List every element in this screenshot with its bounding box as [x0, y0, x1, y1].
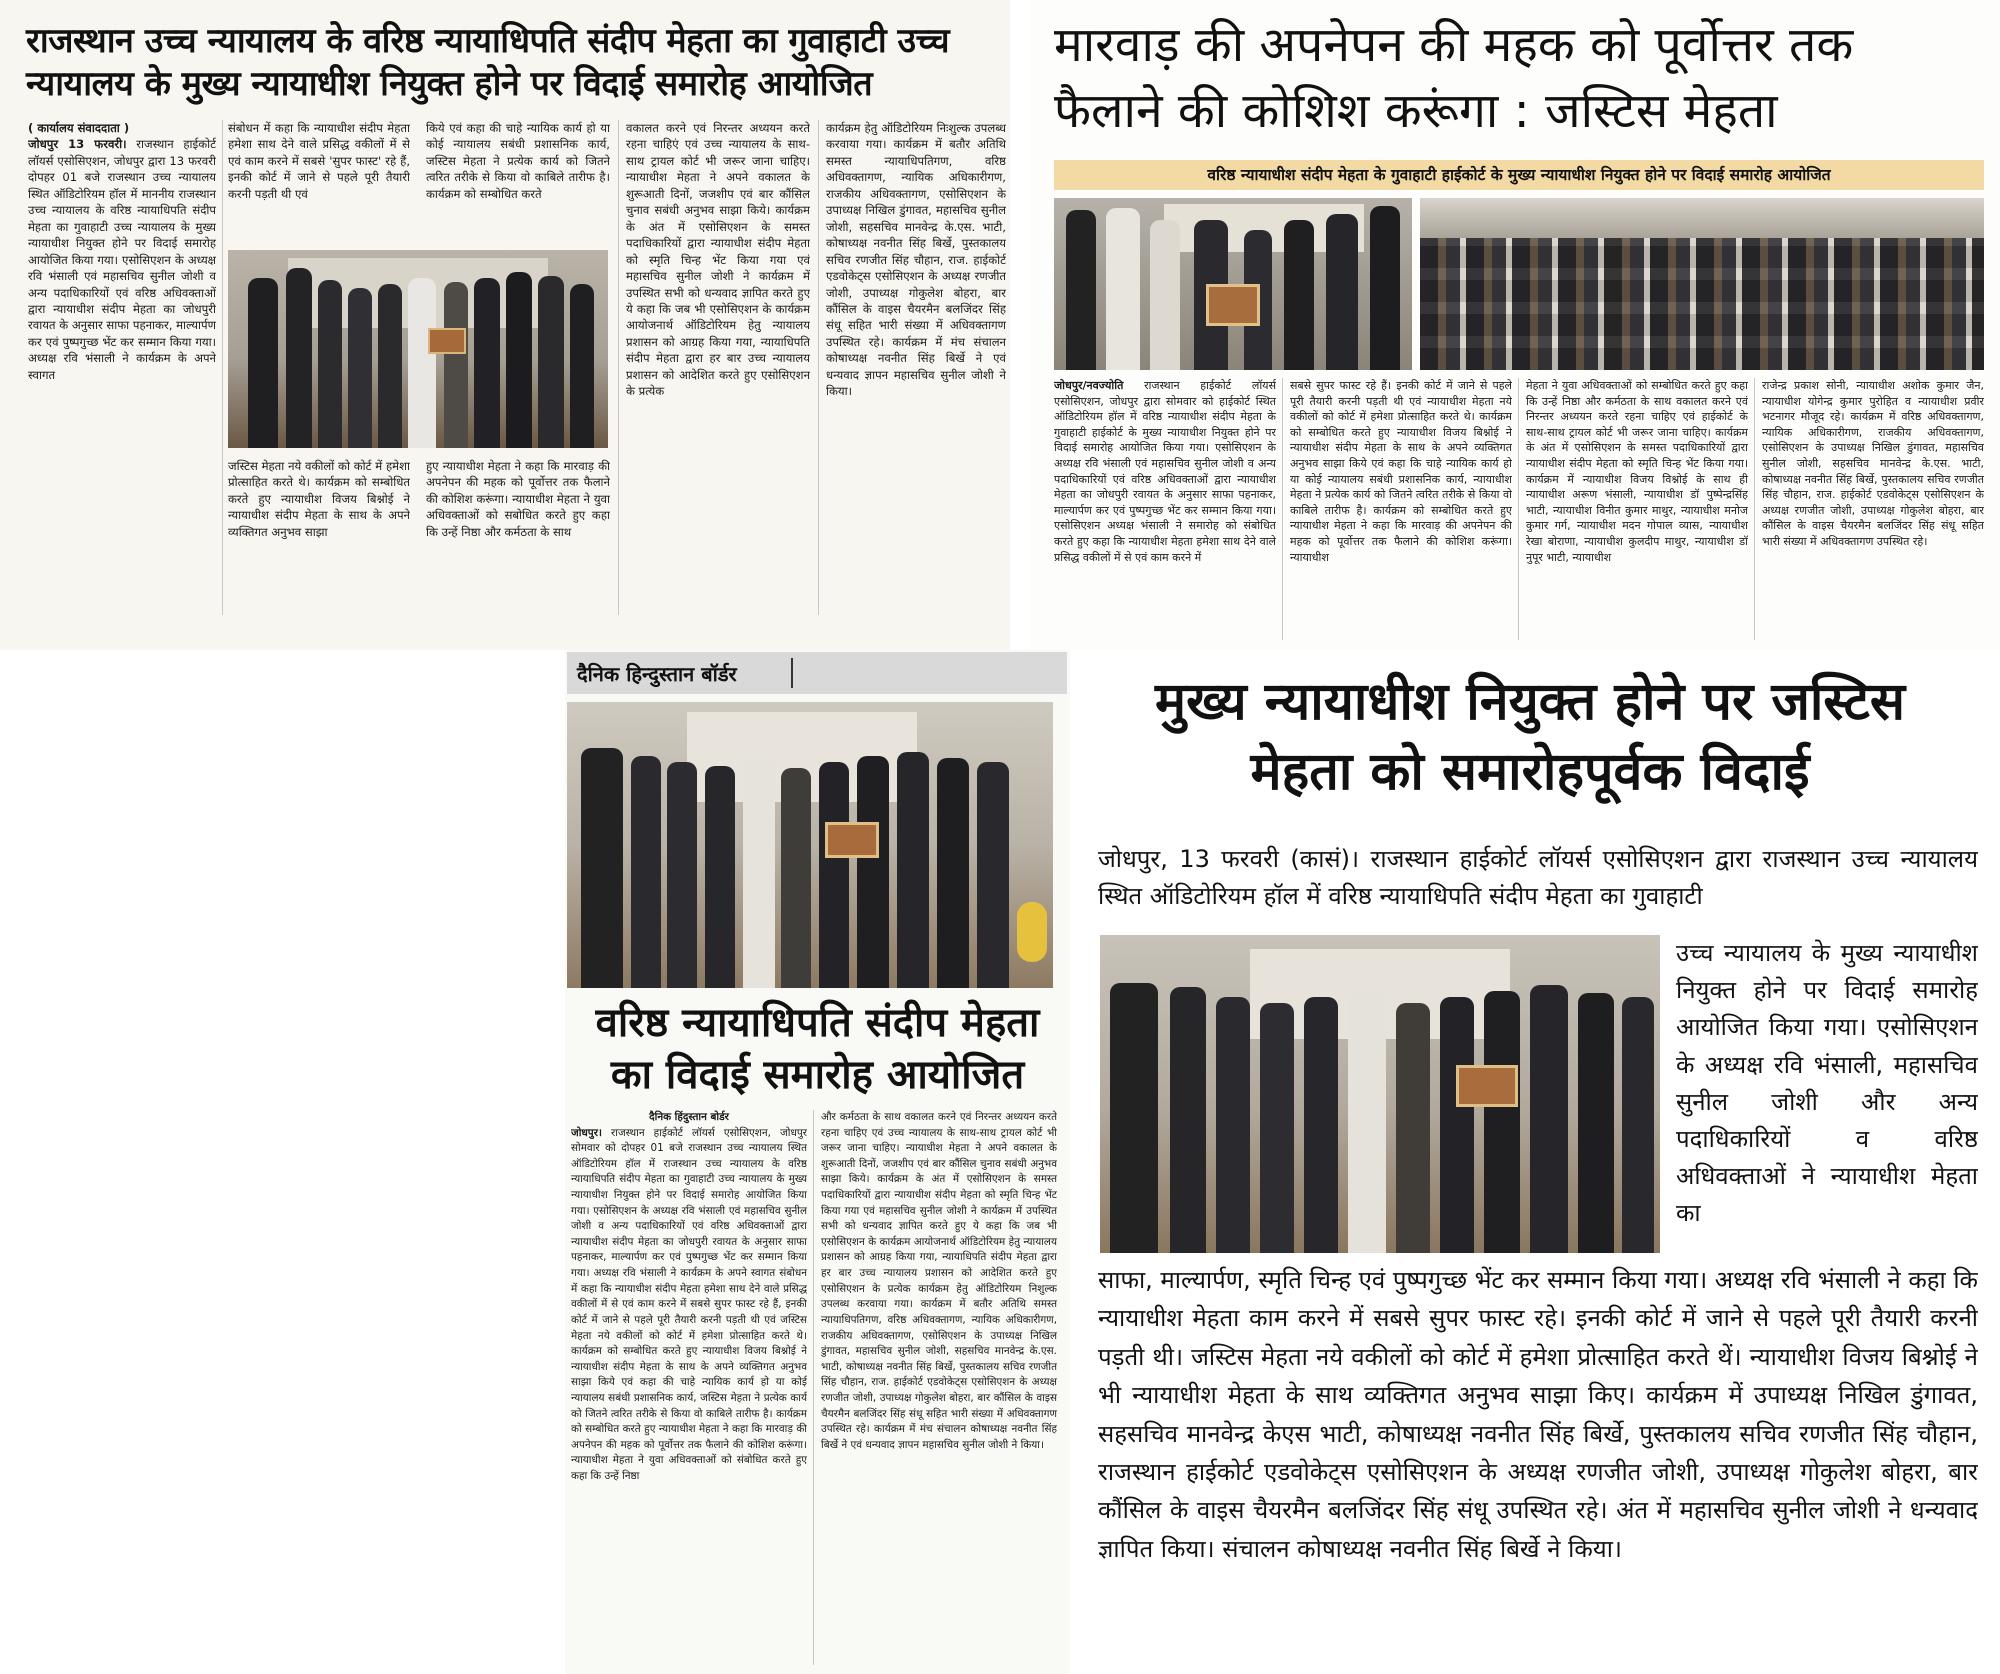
- clip1-col1-text: राजस्थान हाईकोर्ट लॉयर्स एसोसिएशन, जोधपुर द्वारा 13 फरवरी दोपहर 01 बजे राजस्थान उच्च न्यायालय स्थित ऑडिटोरियम हॉल में माननीय राजस्थान उच्च न्यायालय के वरिष्ठ न्यायाधिपति संदीप मेहता का गुवाहाटी उच्च न्यायालय के मुख्य न्यायाधीश नियुक्त होने पर विदाई समारोह आयोजित किया गया। एसोसिएशन के अध्यक्ष रवि भंसाली एवं महासचिव सुनील जोशी व अन्य पदाधिकारियों एवं वरिष्ठ अधिवक्ताओं द्वारा न्यायाधीश संदीप मेहता का जोधपुरी रवायत के अनुसार साफा पहनाकर, माल्यार्पण कर एवं पुष्पगुच्छ भेंट कर सम्मान किया गया। अध्यक्ष रवि भंसाली ने कार्यक्रम के अपने स्वागत: [28, 137, 216, 382]
- clip3-column-1: [571, 1110, 807, 1665]
- clip2-column-1: [1054, 378, 1276, 640]
- clip3-divider: [813, 1110, 814, 1665]
- news-clipping-3: [565, 650, 1070, 1674]
- clip3-credit: दैनिक हिंदुस्तान बोर्डर: [649, 1111, 729, 1123]
- clip1-divider: [222, 120, 223, 615]
- clip1-column-5: कार्यक्रम हेतु ऑडिटोरियम निःशुल्क उपलब्ध करवाया गया। कार्यक्रम में बतौर अतिथि समस्त न्यायाधिपतिगण, वरिष्ठ अधिवक्तागण, न्यायिक अधिकारीगण, राजकीय अधिवक्तागण, एसोसिएशन के उपाध्यक्ष निखिल डुंगावत, महासचिव सुनील जोशी, सहसचिव मानवेन्द्र के.एस. भाटी, कोषाध्यक्ष नवनीत सिंह बिर्खे, पुस्तकालय सचिव रणजीत सिंह चौहान, राज. हाईकोर्ट एडवोकेट्स एसोसिएशन के अध्यक्ष रणजीत जोशी, उपाध्यक्ष गोकुलेश बोहरा, बार कौंसिल के वाइस चैयरमैन बलजिंदर सिंह संधू सहित भारी संख्या में अधिवक्तागण उपस्थित रहे। कार्यक्रम में मंच संचालन कोषाध्यक्ष नवनीत सिंह बिर्खे ने एवं धन्यवाद ज्ञापन महासचिव सुनील जोशी ने किया।: [826, 121, 1006, 399]
- clip2-col1-text: राजस्थान हाईकोर्ट लॉयर्स एसोसिएशन, जोधपुर द्वारा सोमवार को हाईकोर्ट स्थित ऑडिटोरियम हॉल में वरिष्ठ न्यायाधीश संदीप मेहता के गुवाहाटी हाईकोर्ट के मुख्य न्यायाधीश नियुक्त होने पर विदाई समारोह आयोजित किया गया। एसोसिएशन के अध्यक्ष रवि भंसाली एवं महासचिव सुनील जोशी व अन्य पदाधिकारियों एवं वरिष्ठ अधिवक्ताओं द्वारा न्यायाधीश मेहता का जोधपुरी रवायत के अनुसार साफा पहनाकर, माल्यार्पण कर एवं पुष्पगुच्छ भेंट कर सम्मान किया गया। एसोसिएशन अध्यक्ष भंसाली ने समारोह को संबोधित करते हुए कहा कि न्यायाधीश मेहता हमेशा साथ देने वाले प्रसिद्ध वकीलों में से एवं काम करने में: [1054, 379, 1276, 564]
- news-clipping-2: [1030, 0, 2000, 650]
- clip1-column-2-top: संबोधन में कहा कि न्यायाधीश संदीप मेहता हमेशा साथ देने वाले प्रसिद्ध वकीलों में से एवं काम करने में सबसे 'सुपर फास्ट' रहे हैं, इनकी कोर्ट में जाने से पहले पूरी तैयारी करनी पड़ती थी एवं: [228, 121, 410, 201]
- clip1-headline: [26, 22, 1006, 104]
- clip4-headline: [1080, 673, 1980, 803]
- clip1-divider: [818, 120, 819, 615]
- news-clipping-1: [0, 0, 1010, 650]
- clip4-headline-line2: मेहता को समारोहपूर्वक विदाई: [1250, 741, 1810, 802]
- clip2-column-2: सबसे सुपर फास्ट रहे हैं। इनकी कोर्ट में जाने से पहले पूरी तैयारी करनी पड़ती थी एवं न्यायाधीश मेहता नये वकीलों को कोर्ट में हमेशा प्रोत्साहित करते थे। कार्यक्रम को सम्बोधित करते हुए न्यायाधीश विजय बिश्नोई ने न्यायाधीश संदीप मेहता के साथ के अपने व्यक्तिगत अनुभव साझा किये एवं कहा कि चाहे न्यायिक कार्य हो या कोई न्यायालय सबंधी प्रशासनिक कार्य, न्यायाधीश मेहता ने प्रत्येक कार्य को जितने त्वरित तरीके से किया वो काबिले तारीफ है। कार्यक्रम को सम्बोधित करते हुए न्यायाधीश मेहता ने कहा कि मारवाड़ की अपनेपन की महक को पूर्वोत्तर तक फैलाने की कोशिश करूंगा। न्यायाधीश: [1290, 379, 1512, 564]
- clip2-column-3: मेहता ने युवा अधिवक्ताओं को सम्बोधित करते हुए कहा कि उन्हें निष्ठा और कर्मठता के साथ वकालत करने एवं निरन्तर अध्ययन करते रहना चाहिए एवं हाईकोर्ट के साथ-साथ ट्रायल कोर्ट भी जरूर जाना चाहिए। कार्यक्रम के अंत में एसोसिएशन के समस्त पदाधिकारियों द्वारा न्यायाधीश संदीप मेहता को स्मृति चिन्ह भेंट किया गया। कार्यक्रम में न्यायाधीश विजय विश्नोई के साथ ही न्यायाधीश अरूण भंसाली, न्यायाधीश डॉ पुष्पेन्द्रसिंह भाटी, न्यायाधीश विनीत कुमार माथुर, न्यायाधीश मनोज कुमार गर्ग, न्यायाधीश मदन गोपाल व्यास, न्यायाधीश रेखा बोराणा, न्यायाधीश कुलदीप माथुर, न्यायाधीश डॉ नुपूर भाटी, न्यायाधीश: [1526, 379, 1748, 564]
- clip2-headline-line2: फैलाने की कोशिश करूंगा : जस्टिस मेहता: [1054, 83, 1778, 139]
- clip3-photo: [567, 702, 1053, 988]
- clip2-photo-audience: [1420, 198, 1984, 370]
- clip4-headline-line1: मुख्य न्यायाधीश नियुक्त होने पर जस्टिस: [1155, 672, 1905, 732]
- clip2-divider: [1754, 378, 1755, 640]
- clip2-dateline: जोधपुर/नवज्योति: [1054, 379, 1124, 392]
- clip1-byline: ( कार्यालय संवाददाता ): [28, 121, 130, 135]
- clip1-column-1: [28, 120, 216, 615]
- clip3-masthead: [567, 652, 1067, 694]
- clip1-column-3-top: किये एवं कहा की चाहे न्यायिक कार्य हो या कोई न्यायालय सबंधी प्रशासनिक कार्य, जस्टिस मेहता ने प्रत्येक कार्य को जितने त्वरित तरीके से किया वो काबिले तारीफ है। कार्यक्रम को सम्बोधित करते: [426, 121, 610, 201]
- clip2-photo-stage: [1054, 198, 1412, 370]
- clip1-headline-line1: राजस्थान उच्च न्यायालय के वरिष्ठ न्यायाधिपति संदीप मेहता का गुवाहाटी उच्च: [26, 21, 950, 61]
- news-clipping-4: [1080, 655, 2000, 1674]
- clip1-column-2-bottom: जस्टिस मेहता नये वकीलों को कोर्ट में हमेशा प्रोत्साहित करते थे। कार्यक्रम को सम्बोधित करते हुए न्यायाधीश विजय बिश्नोई ने न्यायाधीश संदीप मेहता के साथ के अपने व्यक्तिगत अनुभव साझा: [228, 459, 410, 539]
- clip4-photo: [1100, 935, 1660, 1253]
- clip4-side-text: उच्च न्यायालय के मुख्य न्यायाधीश नियुक्त होने पर विदाई समारोह आयोजित किया गया। एसोसिएशन के अध्यक्ष रवि भंसाली, महासचिव सुनील जोशी और अन्य पदाधिकारियों व वरिष्ठ अधिवक्ताओं ने न्यायाधीश मेहता का: [1676, 939, 1978, 1228]
- clip2-column-4: राजेन्द्र प्रकाश सोनी, न्यायाधीश अशोक कुमार जैन, न्यायाधीश योगेन्द्र कुमार पुरोहित व न्यायाधीश प्रवीर भटनागर मौजूद रहे। कार्यक्रम में वरिष्ठ अधिवक्तागण, न्यायिक अधिकारीगण, राजकीय अधिवक्तागण, एसोसिएशन के उपाध्यक्ष निखिल डुंगावत, महासचिव सुनील जोशी, सहसचिव मानवेन्द्र के.एस. भाटी, कोषाध्यक्ष नवनीत सिंह बिर्खे, पुस्तकालय सचिव रणजीत सिंह चौहान, राज. हाईकोर्ट एडवोकेट्स एसोसिएशन के अध्यक्ष रणजीत जोशी, उपाध्यक्ष गोकुलेश बोहरा, बार कौंसिल के वाइस चैयरमैन बलजिंदर सिंह संधू सहित भारी संख्या में अधिवक्तागण उपस्थित रहे।: [1762, 379, 1984, 549]
- clip2-headline-line1: मारवाड़ की अपनेपन की महक को पूर्वोत्तर तक: [1054, 17, 1854, 73]
- clip1-dateline: जोधपुर 13 फरवरी।: [28, 137, 127, 152]
- clip3-headline: [565, 1000, 1070, 1098]
- clip3-headline-line2: का विदाई समारोह आयोजित: [610, 1052, 1025, 1098]
- clip3-column-2: और कर्मठता के साथ वकालत करने एवं निरन्तर अध्ययन करते रहना चाहिए एवं उच्च न्यायालय के साथ-साथ ट्रायल कोर्ट भी जरूर जाना चाहिए। न्यायाधीश मेहता ने अपने वकालत के शुरूआती दिनों, जजशीप एवं बार कौंसिल चुनाव सबंधी अनुभव साझा किये। कार्यक्रम के अंत में एसोसिएशन के समस्त पदाधिकारियों द्वारा न्यायाधीश संदीप मेहता को स्मृति चिन्ह भेंट किया गया एवं महासचिव सुनील जोशी ने कार्यक्रम में उपस्थित सभी को धन्यवाद ज्ञापित करते हुए ये कहा कि जब भी एसोसिएशन के कार्यक्रम आयोजनार्थ ऑडिटोरियम हेतु न्यायालय प्रशासन को आग्रह किया गया, न्यायाधिपति संदीप मेहता द्वारा हर बार उच्च न्यायालय प्रशासन को आदेशित करते हुए एसोसिएशन के प्रत्येक कार्यक्रम हेतु ऑडिटोरियम निशुल्क उपलब्ध करवाया गया। कार्यक्रम में बतौर अतिथि समस्त न्यायाधिपतिगण, वरिष्ठ अधिवक्तागण, न्यायिक अधिकारीगण, राजकीय अधिवक्तागण, एसोसिएशन के उपाध्यक्ष निखिल डुंगावत, महासचिव सुनील जोशी, सहसचिव मानवेन्द्र के.एस. भाटी, कोषाध्यक्ष नवनीत सिंह बिर्खे, पुस्तकालय सचिव रणजीत सिंह चौहान, राज. हाईकोर्ट एडवोकेट्स एसोसिएशन के अध्यक्ष रणजीत जोशी, उपाध्यक्ष गोकुलेश बोहरा, बार कौंसिल के वाइस चैयरमैन बलजिंदर सिंह संधू सहित भारी संख्या में अधिवक्तागण उपस्थित रहे। कार्यक्रम में मंच संचालन कोषाध्यक्ष नवनीत सिंह बिर्खे ने एवं धन्यवाद ज्ञापन महासचिव सुनील जोशी ने किया।: [821, 1111, 1057, 1451]
- clip2-divider: [1518, 378, 1519, 640]
- clip1-divider: [618, 120, 619, 615]
- clip4-bottom-text: साफा, माल्यार्पण, स्मृति चिन्ह एवं पुष्पगुच्छ भेंट कर सम्मान किया गया। अध्यक्ष रवि भंसाली ने कहा कि न्यायाधीश मेहता काम करने में सबसे सुपर फास्ट रहे। इनकी कोर्ट में जाने से पहले पूरी तैयारी करनी पड़ती थी। जस्टिस मेहता नये वकीलों को कोर्ट में हमेशा प्रोत्साहित करते थें। न्यायाधीश विजय बिश्नोई ने भी न्यायाधीश मेहता के साथ व्यक्तिगत अनुभव साझा किए। कार्यक्रम में उपाध्यक्ष निखिल डुंगावत, सहसचिव मानवेन्द्र केएस भाटी, कोषाध्यक्ष नवनीत सिंह बिर्खे, पुस्तकालय सचिव रणजीत सिंह चौहान, राजस्थान हाईकोर्ट एडवोकेट्स एसोसिएशन के अध्यक्ष रणजीत जोशी, उपाध्यक्ष गोकुलेश बोहरा, बार कौंसिल के वाइस चैयरमैन बलजिंदर सिंह संधू उपस्थित रहे। अंत में महासचिव सुनील जोशी ने धन्यवाद ज्ञापित किया। संचालन कोषाध्यक्ष नवनीत सिंह बिर्खे ने किया।: [1098, 1266, 1978, 1563]
- clip1-column-4: वकालत करने एवं निरन्तर अध्ययन करते रहना चाहिएं एवं उच्च न्यायालय के साथ-साथ ट्रायल कोर्ट भी जरूर जाना चाहिए। न्यायाधीश मेहता ने अपने वकालत के शुरूआती दिनों, जजशीप एवं बार कौंसिल चुनाव सबंधी अनुभव साझा किये। कार्यक्रम के अंत में एसोसिएशन के समस्त पदाधिकारियों द्वारा न्यायाधीश संदीप मेहता को स्मृति चिन्ह भेंट किया गया एवं महासचिव सुनील जोशी ने कार्यक्रम में उपस्थित सभी को धन्यवाद ज्ञापित करते हुए ये कहा कि जब भी एसोसिएशन के कार्यक्रम आयोजनार्थ ऑडिटोरियम हेतु न्यायालय प्रशासन को आग्रह किया गया, न्यायाधिपति संदीप मेहता द्वारा हर बार उच्च न्यायालय प्रशासन को आदेशित करते हुए एसोसिएशन के प्रत्येक: [626, 121, 810, 399]
- clip1-column-3-bottom: हुए न्यायाधीश मेहता ने कहा कि मारवाड़ की अपनेपन की महक को पूर्वोत्तर तक फैलाने की कोशिश करूंगा। न्यायाधीश मेहता ने युवा अधिवक्ताओं को सबोधित करते हुए कहा कि उन्हें निष्ठा और कर्मठता के साथ: [426, 459, 610, 539]
- clip1-headline-line2: न्यायालय के मुख्य न्यायाधीश नियुक्त होने पर विदाई समारोह आयोजित: [26, 64, 873, 105]
- clip3-dateline: जोधपुर।: [571, 1126, 602, 1139]
- clip3-headline-line1: वरिष्ठ न्यायाधिपति संदीप मेहता: [595, 1000, 1040, 1046]
- clip3-masthead-text: दैनिक हिन्दुस्तान बॉर्डर: [577, 662, 737, 686]
- clip2-divider: [1282, 378, 1283, 640]
- clip3-col1-text: राजस्थान हाईकोर्ट लॉयर्स एसोसिएशन, जोधपुर सोमवार को दोपहर 01 बजे राजस्थान उच्च न्यायालय स्थित ऑडिटोरियम हॉल में राजस्थान उच्च न्यायालय के वरिष्ठ न्यायाधिपति संदीप मेहता का गुवाहाटी उच्च न्यायालय के मुख्य न्यायाधीश नियुक्त होने पर विदाई समारोह आयोजित किया गया। एसोसिएशन के अध्यक्ष रवि भंसाली एवं महासचिव सुनील जोशी व अन्य पदाधिकारियों एवं वरिष्ठ अधिवक्ताओं द्वारा न्यायाधीश संदीप मेहता का जोधपुरी रवायत के अनुसार साफा पहनाकर, माल्यार्पण कर एवं पुष्पगुच्छ भेंट कर सम्मान किया गया। अध्यक्ष रवि भंसाली ने कार्यक्रम के अपने स्वागत संबोधन में कहा कि न्यायाधीश संदीप मेहता हमेशा साथ देने वाले प्रसिद्ध वकीलों में से एवं काम करने में सबसे सुपर फास्ट रहे हैं, इनकी कोर्ट में जाने से पहले पूरी तैयारी करनी पड़ती थी एवं जस्टिस मेहता नये वकीलों को कोर्ट में हमेशा प्रोत्साहित करते थे। कार्यक्रम को सम्बोधित करते हुए न्यायाधीश विजय बिश्नोई ने न्यायाधीश संदीप मेहता के साथ के अपने व्यक्तिगत अनुभव साझा किये एवं कहा की चाहे न्यायिक कार्य हो या कोई न्यायालय सबंधी प्रशासनिक कार्य, जस्टिस मेहता ने प्रत्येक कार्य को जितने त्वरित तरीके से किया वो काबिले तारीफ है। कार्यक्रम को सम्बोधित करते हुए न्यायाधीश मेहता ने कहा कि मारवाड़ की अपनेपन की महक को पूर्वोत्तर तक फैलाने की कोशिश करूंगा। न्यायाधीश मेहता ने युवा अधिवक्ताओं को संबोधित करते हुए कहा कि उन्हें निष्ठा: [571, 1126, 807, 1483]
- clip4-intro: जोधपुर, 13 फरवरी (कासं)। राजस्थान हाईकोर्ट लॉयर्स एसोसिएशन द्वारा राजस्थान उच्च न्यायालय स्थित ऑडिटोरियम हॉल में वरिष्ठ न्यायाधिपति संदीप मेहता का गुवाहाटी: [1098, 845, 1978, 911]
- clip2-subhead: वरिष्ठ न्यायाधीश संदीप मेहता के गुवाहाटी हाईकोर्ट के मुख्य न्यायाधीश नियुक्त होने पर विदाई समारोह आयोजित: [1054, 160, 1984, 190]
- clip1-photo: [228, 250, 608, 448]
